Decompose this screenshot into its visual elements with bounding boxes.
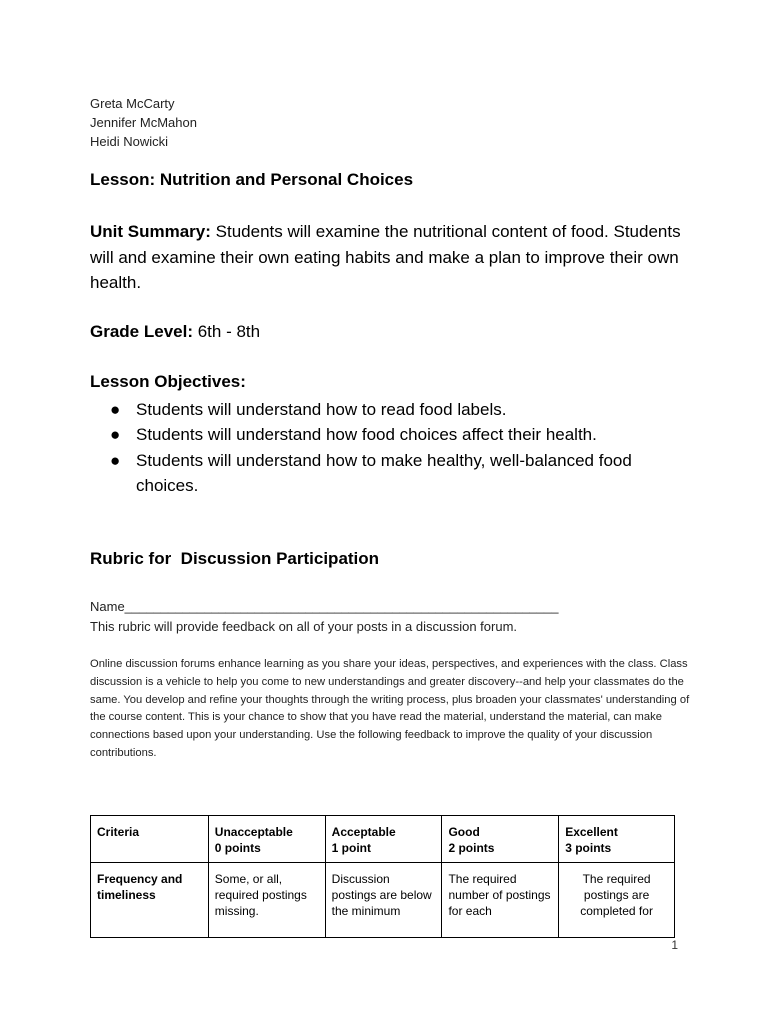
author-name: Greta McCarty [90, 96, 175, 111]
rubric-header-cell: Unacceptable 0 points [208, 816, 325, 863]
objective-text: Students will understand how to make healthy, well-balanced food choices. [136, 450, 632, 495]
page-number: 1 [671, 938, 678, 952]
rubric-cell: Discussion postings are below the minimum [325, 863, 442, 938]
objective-text: Students will understand how food choices affect their health. [136, 425, 597, 445]
rubric-table [90, 815, 675, 938]
rubric-criteria-cell: Frequency and timeliness [91, 863, 209, 938]
name-field-line: Name____________________________________________________________ [90, 599, 559, 614]
lesson-title: Lesson: Nutrition and Personal Choices [90, 170, 414, 189]
objective-text: Students will understand how to read food labels. [136, 400, 507, 419]
rubric-header-row [91, 816, 675, 863]
grade-level-label: Grade Level: [90, 322, 193, 341]
rubric-heading: Rubric for Discussion Participation [90, 549, 380, 568]
unit-summary-text: Students will examine the nutritional content of food. Students will and examine their own eating habits and make a plan to improve their own health. [90, 222, 681, 292]
unit-summary-label: Unit Summary: [90, 222, 211, 241]
forum-paragraph: Online discussion forums enhance learning as you share your ideas, perspectives, and experiences with the class. Class discussion is a vehicle to help you come to new understandings and greater discovery--and help your classmates do the same. You develop and refine your thoughts through the writing process, plus broaden your classmates' understanding of the course content. This is your chance to show that you have read the material, understand the material, can make connections based upon your understanding. Use the following feedback to improve the quality of your discussion contributions. [90, 658, 690, 759]
objective-item [110, 422, 690, 447]
rubric-header-cell: Excellent 3 points [559, 816, 675, 863]
grade-level-value: 6th - 8th [193, 322, 261, 341]
objectives-list [110, 397, 690, 498]
grade-level [90, 322, 260, 342]
objectives-heading: Lesson Objectives: [90, 372, 246, 391]
rubric-header-cell: Criteria [91, 816, 209, 863]
objective-item [110, 448, 690, 499]
unit-summary [90, 219, 690, 296]
author-name: Heidi Nowicki [90, 134, 169, 149]
bullet-icon: ● [110, 425, 121, 445]
rubric-cell: The required number of postings for each [442, 863, 559, 938]
rubric-header-cell: Good 2 points [442, 816, 559, 863]
rubric-header-cell: Acceptable 1 point [325, 816, 442, 863]
rubric-cell: Some, or all, required postings missing. [208, 863, 325, 938]
author-list [90, 94, 197, 151]
rubric-description: This rubric will provide feedback on all of your posts in a discussion forum. [90, 619, 518, 634]
objective-item [110, 397, 690, 422]
rubric-row [91, 863, 675, 938]
bullet-icon: ● [110, 450, 121, 470]
author-name: Jennifer McMahon [90, 115, 197, 130]
bullet-icon: ● [110, 400, 121, 419]
rubric-cell: The required postings are completed for [559, 863, 675, 938]
